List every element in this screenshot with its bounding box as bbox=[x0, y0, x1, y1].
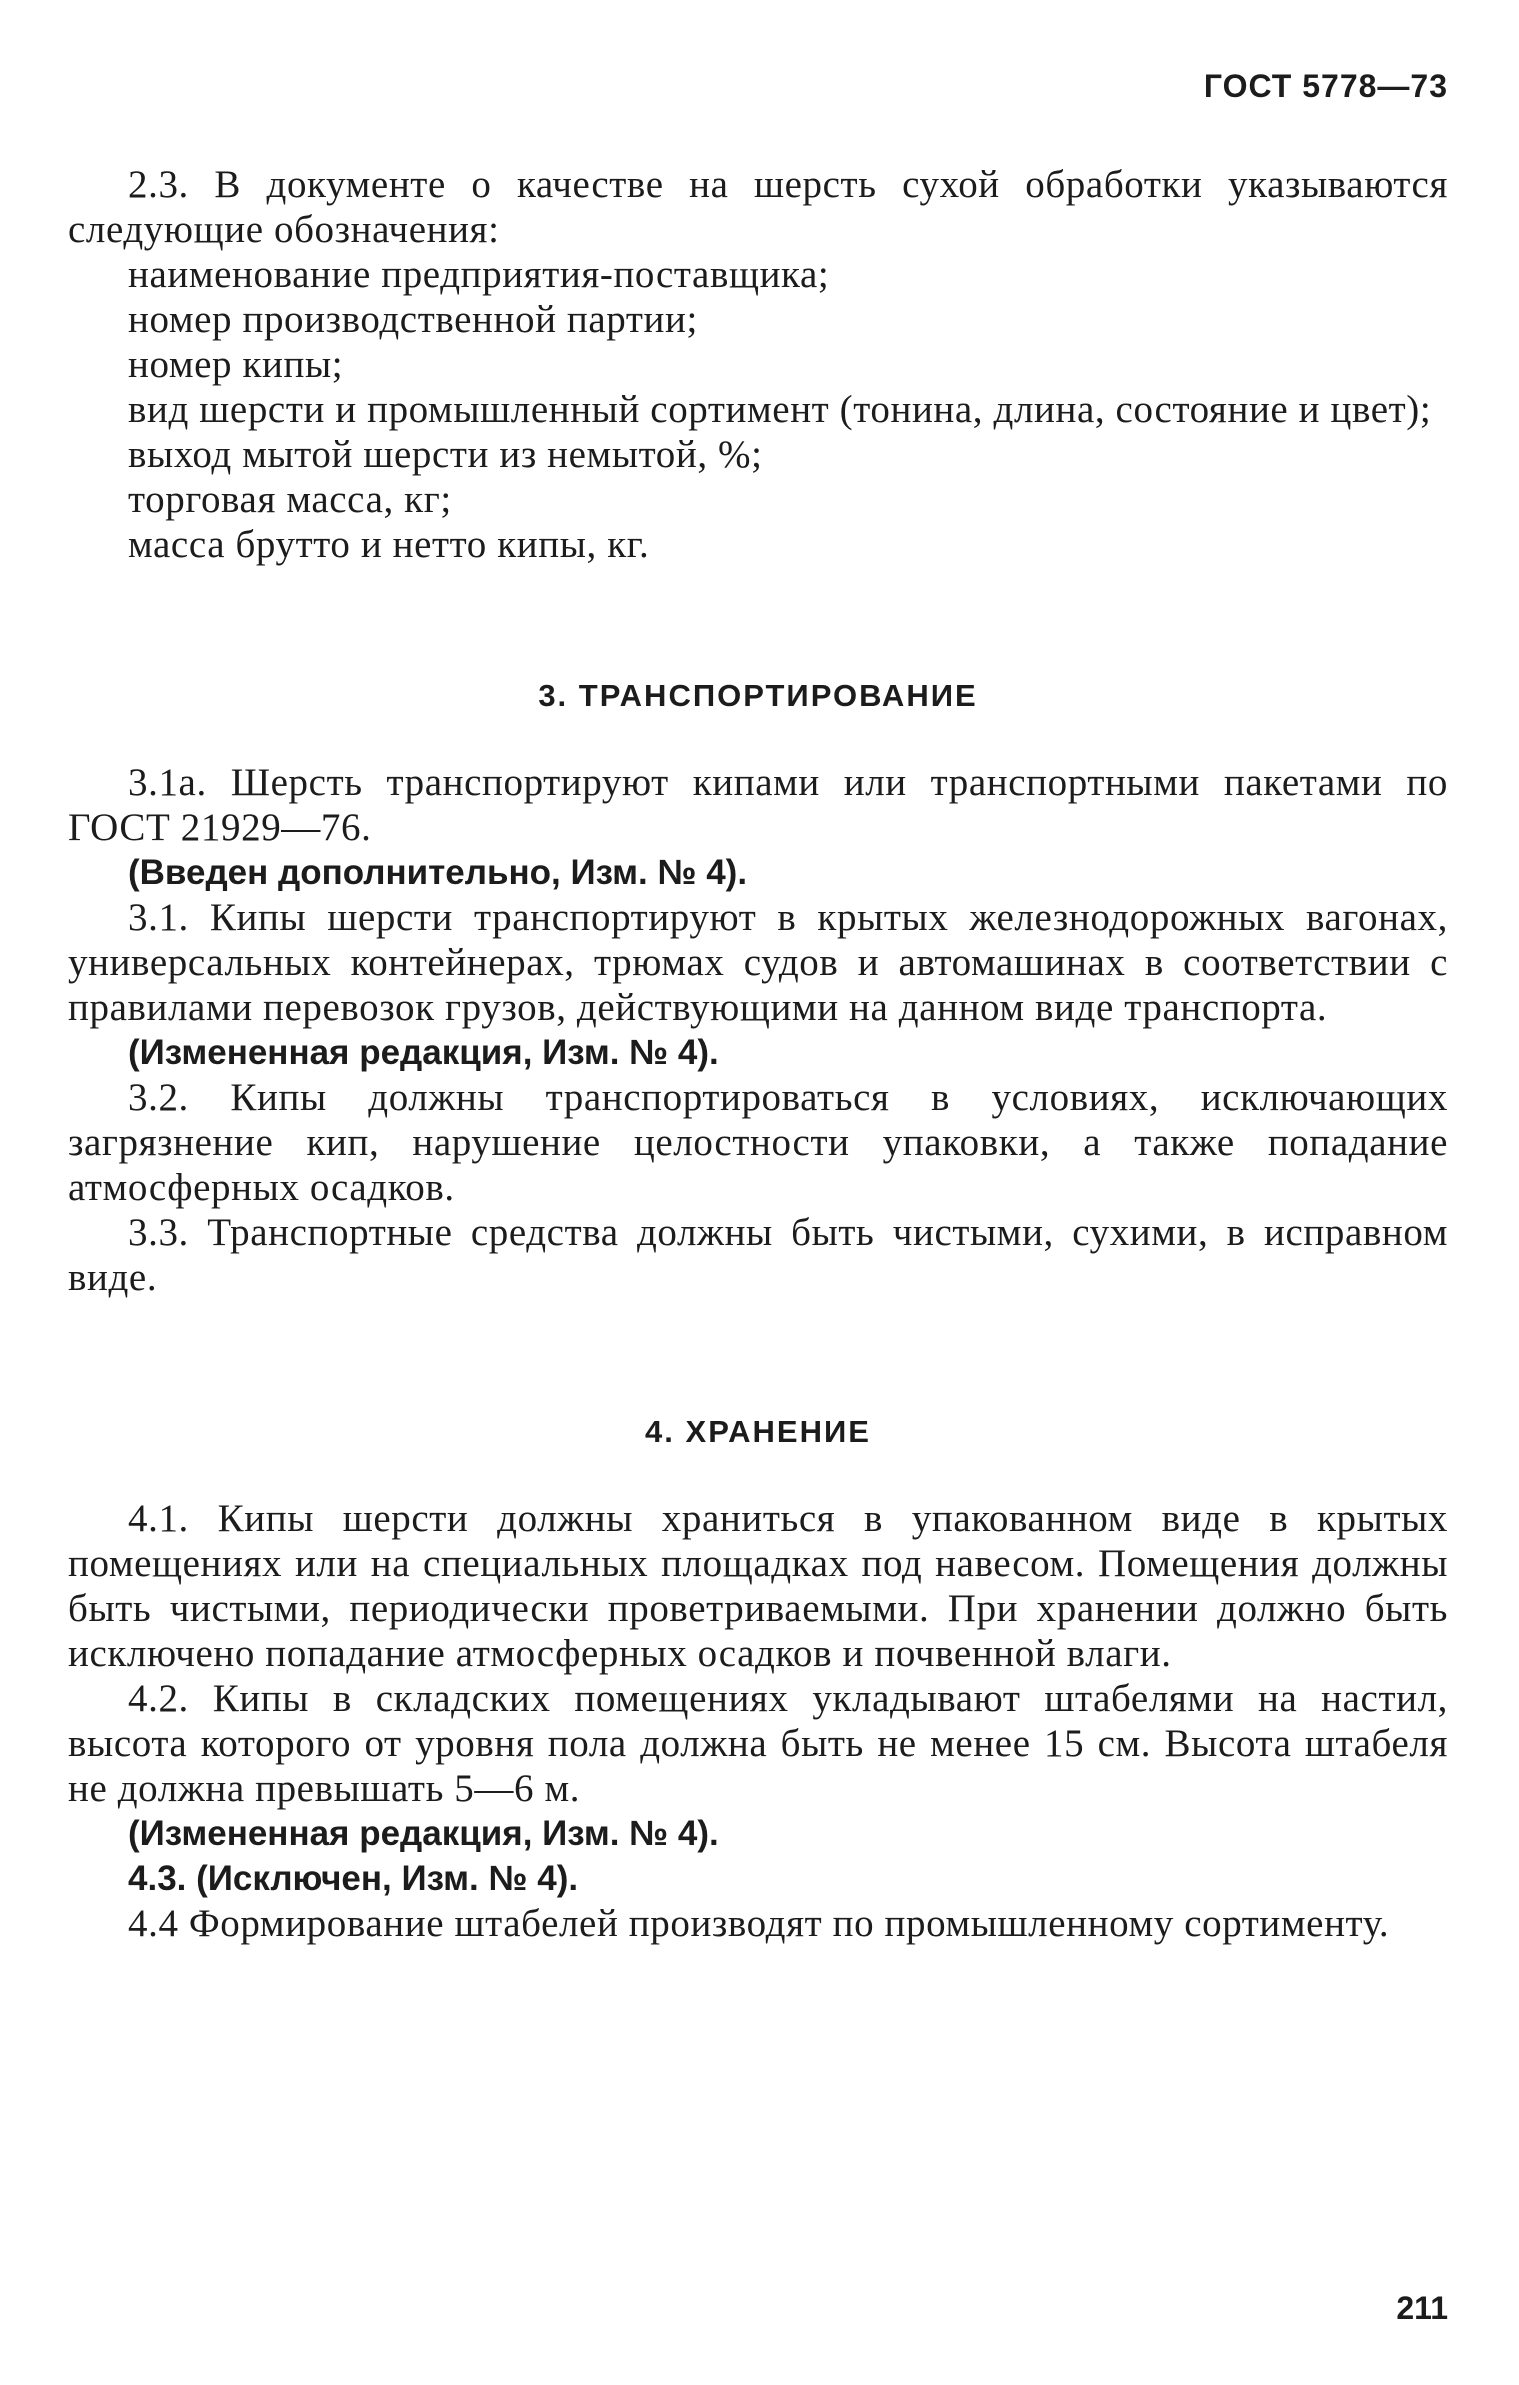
section-3-heading-block bbox=[68, 678, 1448, 714]
section-3-body bbox=[68, 760, 1448, 1300]
paragraph-3-1: 3.1. Кипы шерсти транспортируют в крытых железнодорожных вагонах, универсальных контейнерах, трюмах судов и автомашинах в соответствии с правилами перевозок грузов, действующими на данном виде транспорта. bbox=[68, 896, 1448, 1029]
paragraph-3-2: 3.2. Кипы должны транспортироваться в условиях, исключающих загрязнение кип, нарушение целостности упаковки, а также попадание атмосферных осадков. bbox=[68, 1076, 1448, 1209]
amendment-note: (Измененная редакция, Изм. № 4). bbox=[128, 1814, 719, 1853]
paragraph-4-1: 4.1. Кипы шерсти должны храниться в упакованном виде в крытых помещениях или на специальных площадках под навесом. Помещения должны быть чистыми, периодически проветриваемыми. При хранении должно быть исключено попадание атмосферных осадков и почвенной влаги. bbox=[68, 1497, 1448, 1675]
section-heading: 3. ТРАНСПОРТИРОВАНИЕ bbox=[538, 678, 978, 713]
paragraph-3-1a: 3.1а. Шерсть транспортируют кипами или транспортными пакетами по ГОСТ 21929—76. bbox=[68, 761, 1448, 849]
section-4-heading-block bbox=[68, 1414, 1448, 1450]
document-code-header: ГОСТ 5778—73 bbox=[1203, 68, 1448, 104]
list-item: масса брутто и нетто кипы, кг. bbox=[128, 523, 650, 566]
paragraph-2-3-intro: 2.3. В документе о качестве на шерсть сухой обработки указываются следующие обозначения: bbox=[68, 163, 1448, 251]
amendment-note: (Измененная редакция, Изм. № 4). bbox=[128, 1033, 719, 1072]
list-item: вид шерсти и промышленный сортимент (тонина, длина, состояние и цвет); bbox=[128, 388, 1432, 431]
section-heading: 4. ХРАНЕНИЕ bbox=[645, 1414, 871, 1449]
page-number: 211 bbox=[1396, 2290, 1448, 2326]
list-item: торговая масса, кг; bbox=[128, 478, 452, 521]
list-item: выход мытой шерсти из немытой, %; bbox=[128, 433, 763, 476]
paragraph-4-2: 4.2. Кипы в складских помещениях укладывают штабелями на настил, высота которого от уровня пола должна быть не менее 15 см. Высота штабеля не должна превышать 5—6 м. bbox=[68, 1677, 1448, 1810]
paragraph-4-4: 4.4 Формирование штабелей производят по промышленному сортименту. bbox=[128, 1902, 1390, 1945]
section-4-body bbox=[68, 1496, 1448, 1946]
paragraph-3-3: 3.3. Транспортные средства должны быть чистыми, сухими, в исправном виде. bbox=[68, 1211, 1448, 1299]
list-item: номер производственной партии; bbox=[128, 298, 698, 341]
amendment-note: 4.3. (Исключен, Изм. № 4). bbox=[128, 1859, 579, 1898]
list-item: наименование предприятия-поставщика; bbox=[128, 253, 830, 296]
list-item: номер кипы; bbox=[128, 343, 344, 386]
amendment-note: (Введен дополнительно, Изм. № 4). bbox=[128, 853, 748, 892]
section-2-3 bbox=[68, 162, 1448, 567]
